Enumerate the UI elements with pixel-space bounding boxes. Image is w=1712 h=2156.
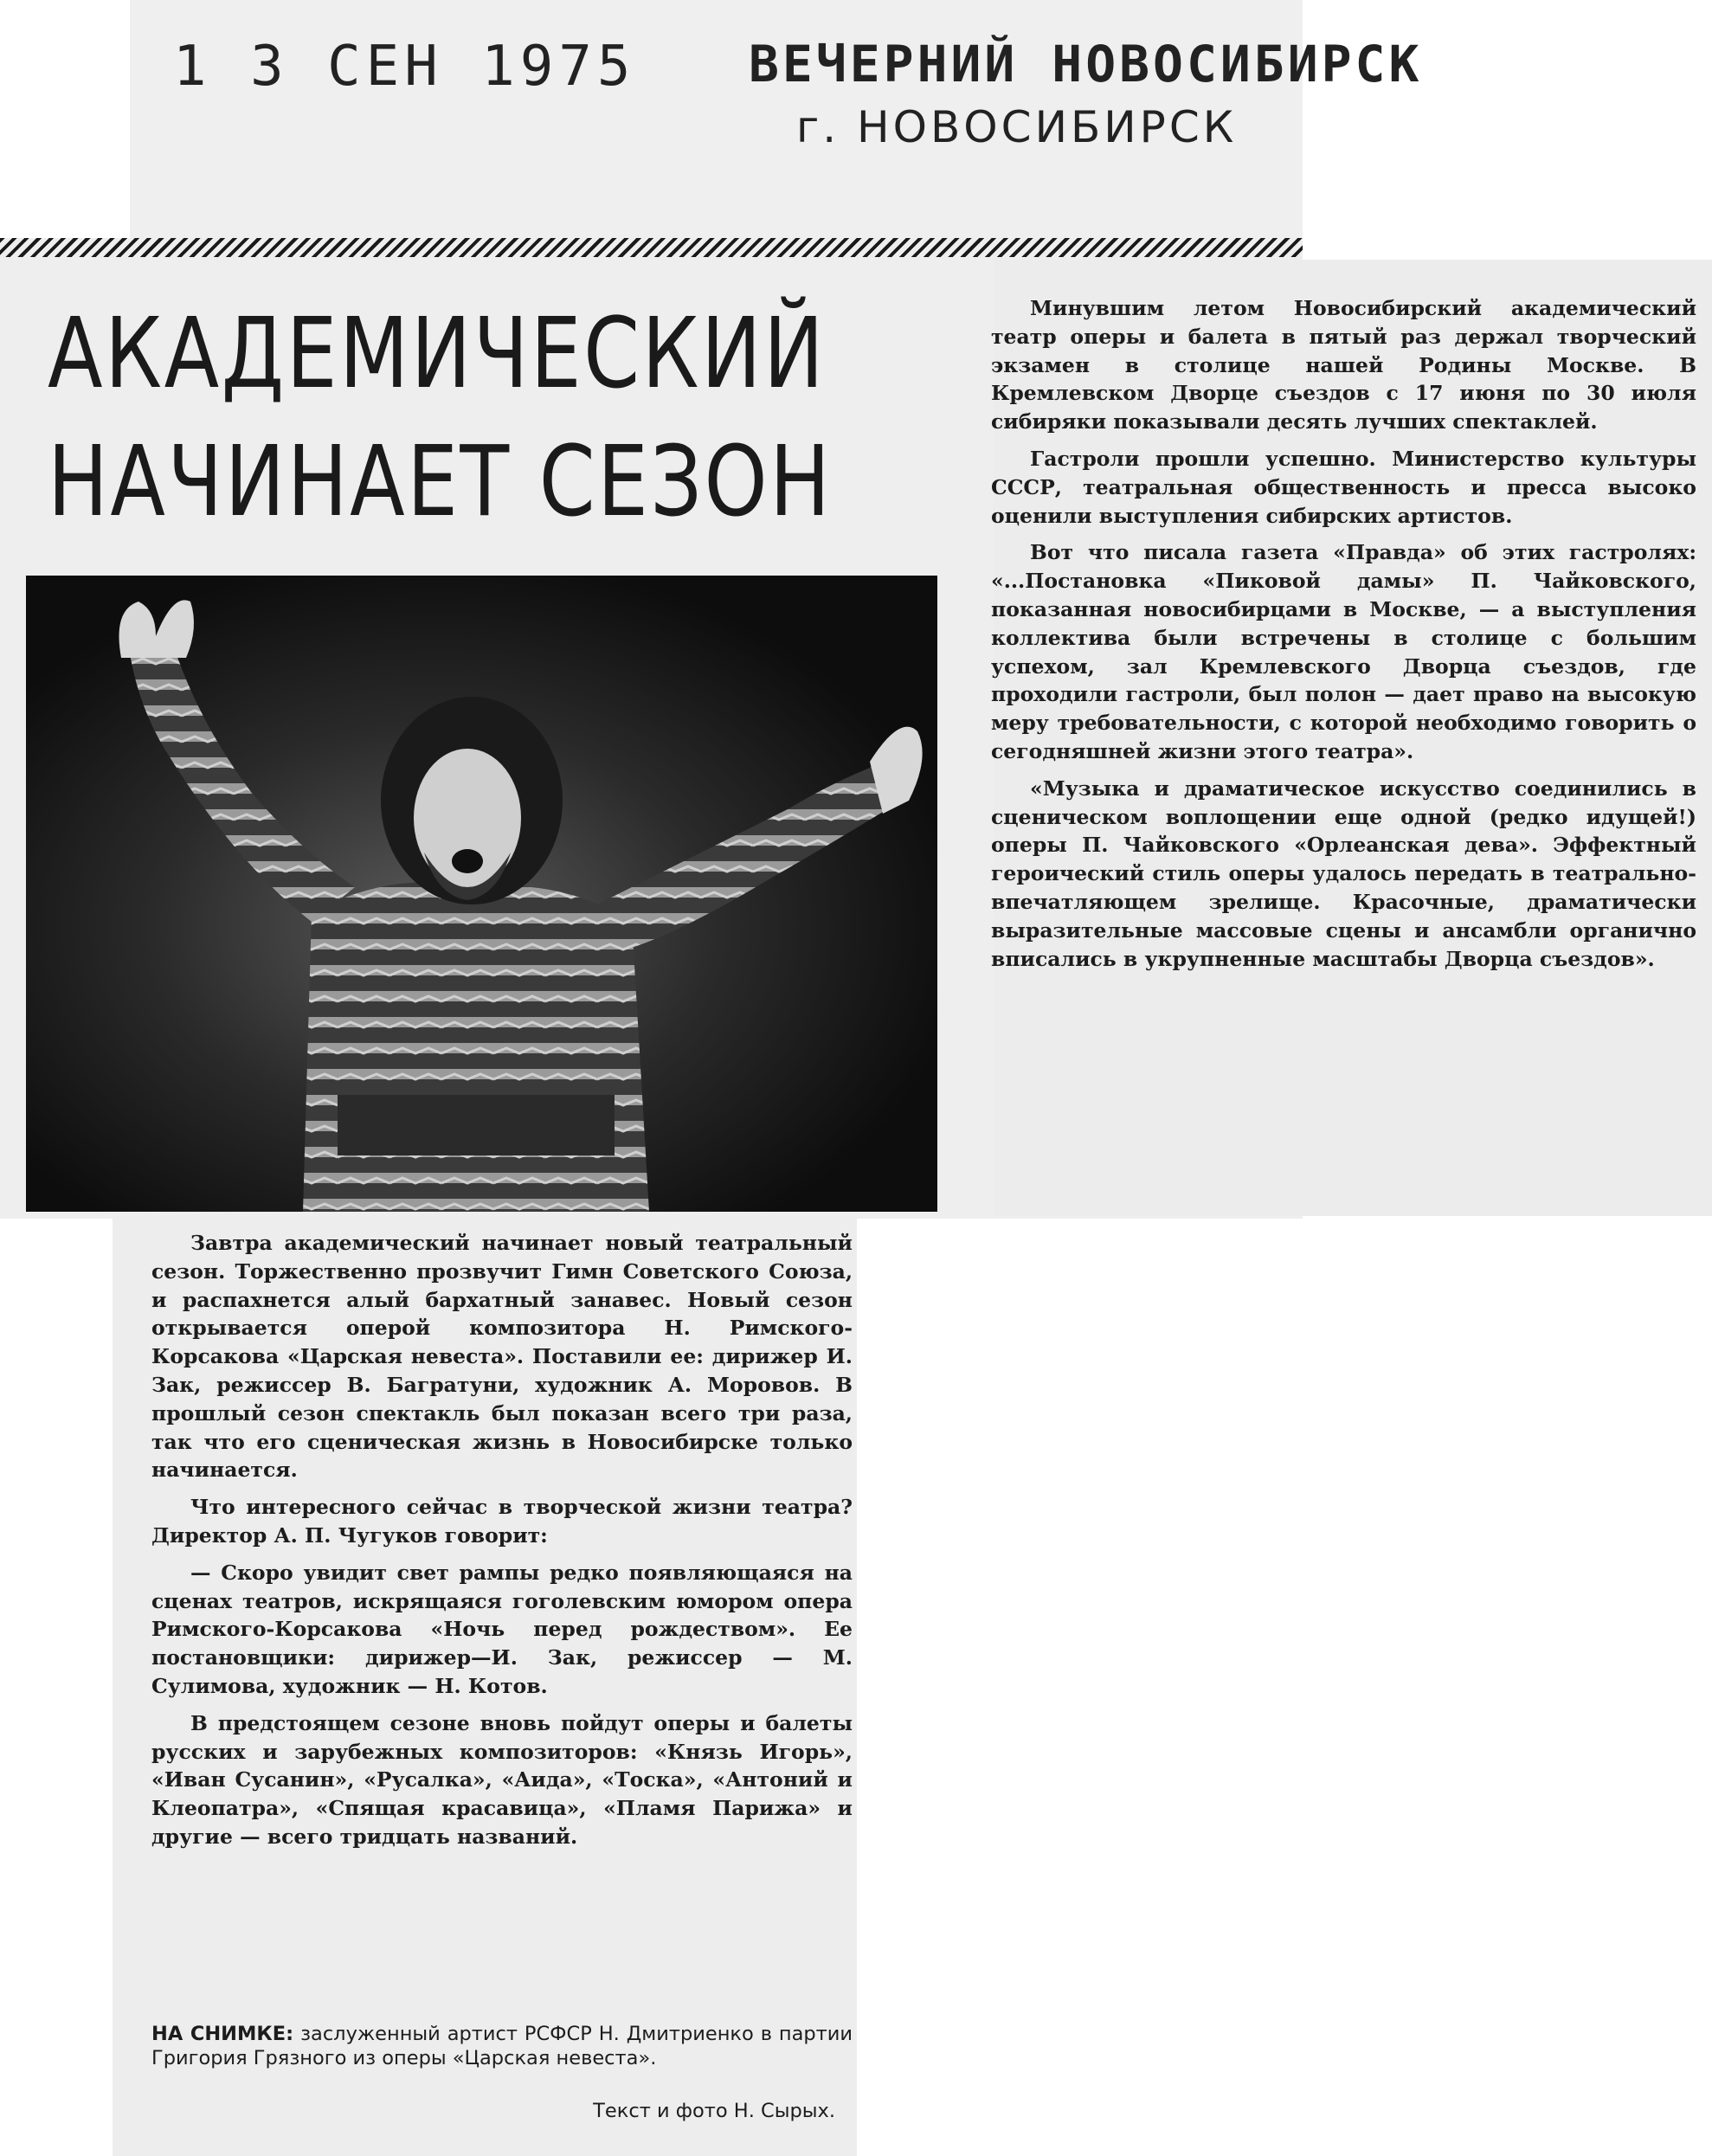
headline-line-2: НАЧИНАЕТ СЕЗОН (48, 426, 833, 538)
article-headline (48, 290, 833, 546)
paragraph: Минувшим летом Новосибирский академический театр оперы и балета в пятый раз держал творческий экзамен в столице нашей Родины Москве. В Кремлевском Дворце съездов с 17 июня по 30 июля сибиряки показывали десять лучших спектаклей. (991, 296, 1696, 434)
paragraph: «Музыка и драматическое искусство соединились в сценическом воплощении еще одной (редко идущей!) оперы П. Чайковского «Орлеанская дева». Эффектный героический стиль оперы удалось передать в театрально-впечатляющем зрелище. Красочные, драматически выразительные массовые сцены и ансамбли органично вписались в укрупненные масштабы Дворца съездов». (991, 776, 1696, 971)
stamp-date: 1 3 СЕН 1975 (173, 35, 636, 99)
paragraph: Что интересного сейчас в творческой жизни театра? Директор А. П. Чугуков говорит: (151, 1495, 853, 1548)
article-column-right (991, 294, 1696, 981)
decorative-hatch-rule (0, 238, 1303, 257)
headline-line-1: АКАДЕМИЧЕСКИЙ (48, 298, 827, 410)
photo-caption (151, 2022, 853, 2070)
stamp-city: г. НОВОСИБИРСК (796, 102, 1238, 152)
article-photo (26, 576, 937, 1212)
caption-label: НА СНИМКЕ: (151, 2023, 294, 2045)
paragraph: В предстоящем сезоне вновь пойдут оперы и балеты русских и зарубежных композиторов: «Князь Игорь», «Иван Сусанин», «Русалка», «Аида», «Тоска», «Антоний и Клеопатра», «Спящая красавица», «Пламя Парижа» и другие — всего тридцать названий. (151, 1710, 853, 1849)
caption-text: заслуженный артист РСФСР Н. Дмитриенко в партии Григория Грязного из оперы «Царская невеста». (151, 2023, 853, 2069)
paragraph: Гастроли прошли успешно. Министерство культуры СССР, театральная общественность и пресса высоко оценили выступления сибирских артистов. (991, 446, 1696, 528)
paragraph: Завтра академический начинает новый театральный сезон. Торжественно прозвучит Гимн Советского Союза, и распахнется алый бархатный занавес. Новый сезон открывается оперой композитора Н. Римского-Корсакова «Царская невеста». Поставили ее: дирижер И. Зак, режиссер В. Багратуни, художник А. Моровов. В прошлый сезон спектакль был показан всего три раза, так что его сценическая жизнь в Новосибирске только начинается. (151, 1231, 853, 1483)
article-column-left (151, 1229, 853, 1860)
paragraph: — Скоро увидит свет рампы редко появляющаяся на сценах театров, искрящаяся гоголевским юмором опера Римского-Корсакова «Ночь перед рождеством». Ее постановщики: дирижер—И. Зак, режиссер — М. Сулимова, художник — Н. Котов. (151, 1560, 853, 1698)
author-credit: Текст и фото Н. Сырых. (593, 2100, 835, 2122)
stamp-newspaper: ВЕЧЕРНИЙ НОВОСИБИРСК (749, 35, 1423, 93)
paragraph: Вот что писала газета «Правда» об этих гастролях: «...Постановка «Пиковой дамы» П. Чайковского, показанная новосибирцами в Москве, — а выступления коллектива были встречены в столице с большим успехом, зал Кремлевского Дворца съездов, где проходили гастроли, был полон — дает право на высокую меру требовательности, с которой необходимо говорить о сегодняшней жизни этого театра». (991, 540, 1696, 763)
singer-photo-illustration (26, 576, 937, 1212)
